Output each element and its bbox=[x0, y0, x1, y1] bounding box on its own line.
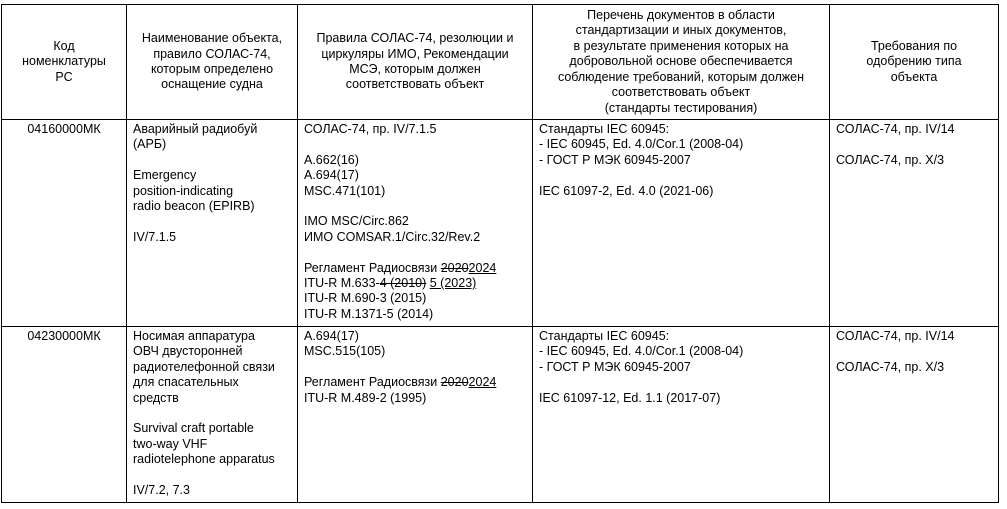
spacer bbox=[133, 406, 291, 421]
cell-docs bbox=[533, 327, 830, 503]
cell-code bbox=[2, 327, 127, 503]
cell-name bbox=[127, 120, 298, 327]
spacer bbox=[304, 137, 526, 152]
spacer bbox=[836, 344, 992, 359]
item-name-en: two-way VHF bbox=[133, 436, 208, 451]
item-name-ru: для спасательных bbox=[133, 375, 239, 390]
docs-extra: IEC 61097-12, Ed. 1.1 (2017-07) bbox=[539, 390, 721, 405]
item-name-ru: (АРБ) bbox=[133, 137, 167, 152]
header-text: объекта bbox=[890, 69, 938, 84]
item-name-ru: ОВЧ двусторонней bbox=[133, 344, 243, 359]
rules-itu: ITU-R M.489-2 (1995) bbox=[304, 390, 427, 405]
itu-m633 bbox=[304, 276, 526, 291]
header-text: соблюдение требований, которым должен bbox=[557, 69, 805, 84]
docs-title: Стандарты IEC 60945: bbox=[539, 122, 670, 136]
rules-circular: IMO MSC/Circ.862 bbox=[304, 214, 409, 229]
item-code: 04160000МК bbox=[27, 122, 101, 136]
rules-itu: ITU-R M.690-3 (2015) bbox=[304, 291, 427, 306]
header-text: циркуляры ИМО, Рекомендации bbox=[321, 46, 509, 61]
header-text: добровольной основе обеспечивается bbox=[569, 54, 793, 69]
header-text: МСЭ, которым должен bbox=[349, 62, 481, 76]
table-row bbox=[2, 120, 999, 327]
item-name-en: radio beacon (EPIRB) bbox=[133, 199, 255, 214]
spacer bbox=[304, 245, 526, 260]
header-text: РС bbox=[55, 69, 73, 84]
cell-docs bbox=[533, 120, 830, 327]
docs-extra: IEC 61097-2, Ed. 4.0 (2021-06) bbox=[539, 183, 714, 198]
radio-regulations bbox=[304, 261, 526, 276]
cell-rules bbox=[298, 327, 533, 503]
header-text: стандартизации и иных документов, bbox=[575, 23, 787, 38]
spacer bbox=[304, 360, 526, 375]
item-name-ru: радиотелефонной связи bbox=[133, 359, 275, 374]
rules-resolution: A.694(17) bbox=[304, 329, 359, 343]
rules-resolution: MSC.515(105) bbox=[304, 344, 386, 359]
header-text: которым определено bbox=[150, 62, 274, 76]
table-header-row bbox=[2, 5, 999, 120]
header-text: в результате применения которых на bbox=[573, 38, 789, 53]
item-name-ru: Носимая аппаратура bbox=[133, 329, 255, 343]
radio-year-inserted: 2024 bbox=[468, 375, 497, 390]
header-text: Перечень документов в области bbox=[587, 8, 775, 23]
header-text: соответствовать объект bbox=[345, 77, 485, 92]
item-rule: IV/7.1.5 bbox=[133, 229, 177, 244]
header-text: одобрению типа bbox=[866, 54, 962, 69]
header-text: правило СОЛАС-74, bbox=[153, 46, 271, 61]
header-name bbox=[127, 5, 298, 120]
radio-prefix: Регламент Радиосвязи bbox=[304, 260, 441, 275]
cell-approval bbox=[830, 327, 999, 503]
approval-item: СОЛАС-74, пр. IV/14 bbox=[836, 329, 955, 343]
docs-item: - ГОСТ Р МЭК 60945-2007 bbox=[539, 152, 691, 167]
m633-prefix: ITU-R M.633- bbox=[304, 276, 380, 291]
item-name-en: Emergency bbox=[133, 168, 197, 183]
radio-year-deleted: 2020 bbox=[440, 260, 469, 275]
item-name-en: Survival craft portable bbox=[133, 421, 254, 436]
item-code: 04230000МК bbox=[27, 329, 101, 343]
spacer bbox=[539, 375, 823, 390]
item-name-ru: средств bbox=[133, 390, 179, 405]
header-text: оснащение судна bbox=[161, 77, 263, 92]
cell-approval bbox=[830, 120, 999, 327]
rules-itu: ITU-R M.1371-5 (2014) bbox=[304, 306, 434, 321]
spacer bbox=[133, 214, 291, 229]
header-text: Код bbox=[53, 38, 75, 53]
spacer bbox=[836, 137, 992, 152]
cell-code bbox=[2, 120, 127, 327]
cell-name bbox=[127, 327, 298, 503]
header-text: Наименование объекта, bbox=[141, 31, 283, 46]
header-text: Правила СОЛАС-74, резолюции и bbox=[316, 31, 514, 46]
spacer bbox=[304, 199, 526, 214]
m633-deleted: 4 (2010) bbox=[379, 276, 427, 291]
spacer bbox=[133, 468, 291, 483]
rules-circular: ИМО COMSAR.1/Circ.32/Rev.2 bbox=[304, 229, 481, 244]
header-code bbox=[2, 5, 127, 120]
item-name-en: radiotelephone apparatus bbox=[133, 452, 275, 467]
docs-item: - IEC 60945, Ed. 4.0/Cor.1 (2008-04) bbox=[539, 137, 744, 152]
table-row bbox=[2, 327, 999, 503]
approval-item: СОЛАС-74, пр. X/3 bbox=[836, 152, 945, 167]
radio-prefix: Регламент Радиосвязи bbox=[304, 375, 441, 390]
header-text: (стандарты тестирования) bbox=[604, 100, 758, 115]
header-rules bbox=[298, 5, 533, 120]
cell-rules bbox=[298, 120, 533, 327]
header-approval bbox=[830, 5, 999, 120]
m633-inserted: 5 (2023) bbox=[429, 276, 477, 291]
approval-item: СОЛАС-74, пр. IV/14 bbox=[836, 122, 955, 136]
docs-item: - IEC 60945, Ed. 4.0/Cor.1 (2008-04) bbox=[539, 344, 744, 359]
rules-solas: СОЛАС-74, пр. IV/7.1.5 bbox=[304, 122, 437, 136]
rules-resolution: A.662(16) bbox=[304, 152, 359, 167]
approval-item: СОЛАС-74, пр. X/3 bbox=[836, 359, 945, 374]
spacer bbox=[539, 168, 823, 183]
radio-year-inserted: 2024 bbox=[468, 260, 497, 275]
rules-resolution: MSC.471(101) bbox=[304, 183, 386, 198]
header-text: Требования по bbox=[870, 38, 958, 53]
header-docs bbox=[533, 5, 830, 120]
item-name-ru: Аварийный радиобуй bbox=[133, 122, 258, 136]
radio-year-deleted: 2020 bbox=[440, 375, 469, 390]
item-name-en: position-indicating bbox=[133, 183, 234, 198]
rules-resolution: A.694(17) bbox=[304, 168, 359, 183]
docs-item: - ГОСТ Р МЭК 60945-2007 bbox=[539, 359, 691, 374]
item-rule: IV/7.2, 7.3 bbox=[133, 483, 190, 498]
radio-regulations bbox=[304, 375, 526, 390]
header-text: соответствовать объект bbox=[611, 85, 751, 100]
equipment-table bbox=[1, 4, 999, 503]
header-text: номенклатуры bbox=[22, 54, 106, 69]
docs-title: Стандарты IEC 60945: bbox=[539, 329, 670, 343]
spacer bbox=[133, 153, 291, 168]
